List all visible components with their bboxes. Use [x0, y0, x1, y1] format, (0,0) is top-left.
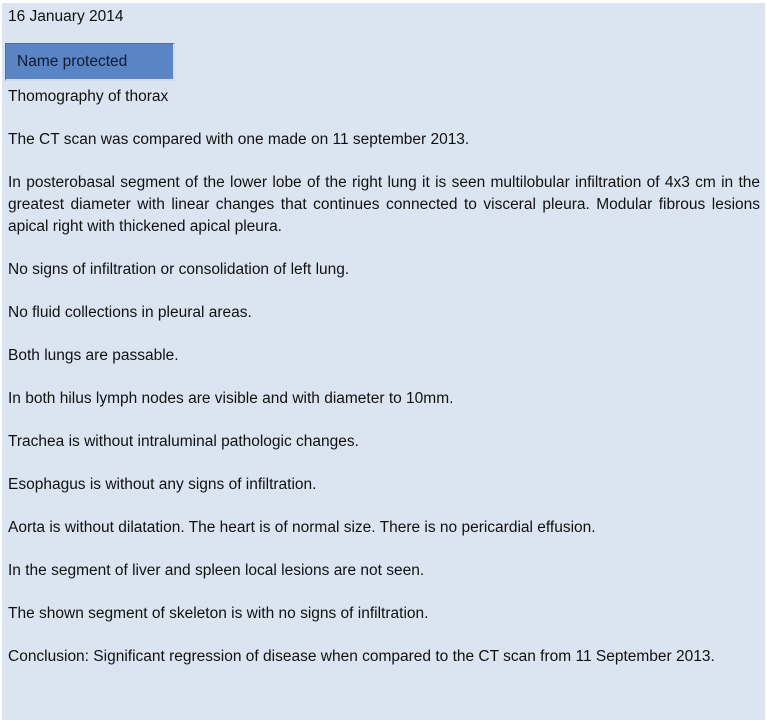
report-title: Thomography of thorax: [8, 88, 169, 105]
report-paragraph: Aorta is without dilatation. The heart is of normal size. There is no pericardial effusion.: [8, 519, 596, 536]
report-paragraph: In posterobasal segment of the lower lobe of the right lung it is seen multilobular infiltration of 4x3 cm in the greatest diameter with linear changes that continues connected to visceral pleura. Modular fibrous lesions apical right with thickened apical pleura.: [8, 174, 760, 235]
report-paragraph: Esophagus is without any signs of infiltration.: [8, 476, 317, 493]
report-date: 16 January 2014: [8, 8, 124, 25]
report-paragraph: The CT scan was compared with one made on 11 september 2013.: [8, 131, 470, 148]
report-paragraph: In the segment of liver and spleen local lesions are not seen.: [8, 562, 425, 579]
report-paragraph: Both lungs are passable.: [8, 347, 179, 364]
report-paragraph: The shown segment of skeleton is with no signs of infiltration.: [8, 605, 429, 622]
report-paragraph: In both hilus lymph nodes are visible and with diameter to 10mm.: [8, 390, 454, 407]
report-paragraph: No signs of infiltration or consolidation of left lung.: [8, 261, 350, 278]
report-paragraph: Trachea is without intraluminal pathologic changes.: [8, 433, 359, 450]
name-protected-label: Name protected: [17, 52, 128, 70]
report-paragraph: No fluid collections in pleural areas.: [8, 304, 252, 321]
report-page: [2, 3, 765, 720]
report-conclusion: Conclusion: Significant regression of disease when compared to the CT scan from 11 September 2013.: [8, 648, 715, 665]
name-protected-box: [5, 43, 175, 81]
